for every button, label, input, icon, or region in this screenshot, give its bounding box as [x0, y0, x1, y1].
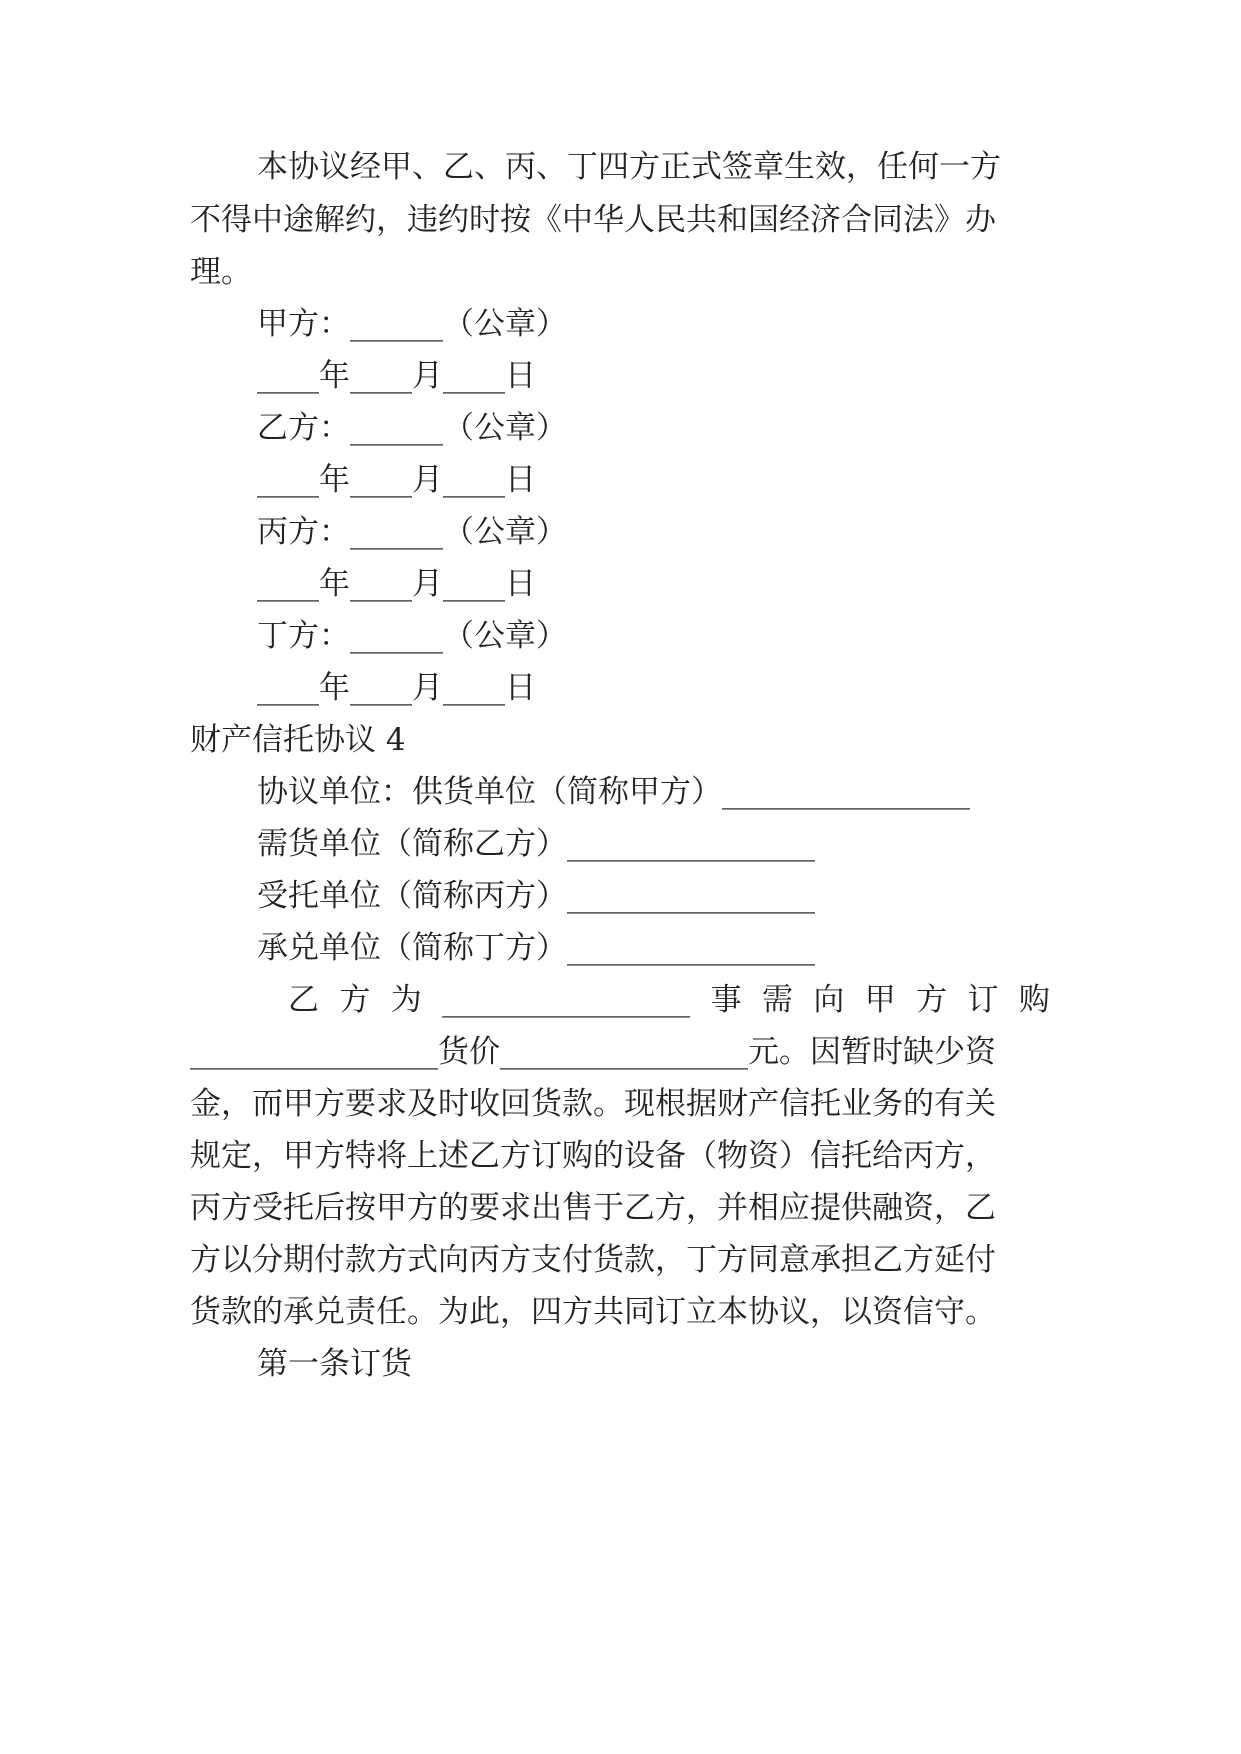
- signature-date-c: ____年____月____日: [257, 566, 536, 602]
- paragraph-2-word: 方: [339, 982, 371, 1018]
- signature-date-d: ____年____月____日: [257, 670, 536, 706]
- article-1-title: 第一条订货: [257, 1346, 412, 1382]
- party-supplier: 协议单位：供货单位（简称甲方）________________: [257, 774, 970, 810]
- party-buyer: 需货单位（简称乙方）________________: [257, 826, 815, 862]
- signature-party-d: 丁方：______（公章）: [257, 618, 567, 654]
- party-trustee: 受托单位（简称丙方）________________: [257, 878, 815, 914]
- paragraph-2-blank: ________________: [442, 982, 691, 1018]
- signature-party-a: 甲方：______（公章）: [257, 306, 567, 342]
- paragraph-2-word: 向: [813, 982, 845, 1018]
- signature-party-b: 乙方：______（公章）: [257, 410, 567, 446]
- section-title: 财产信托协议 4: [190, 722, 406, 758]
- paragraph-2-word: 方: [916, 982, 948, 1018]
- paragraph-2-word: 乙: [288, 982, 319, 1018]
- paragraph-2-word: 为: [390, 982, 422, 1018]
- paragraph-2-word: 订: [967, 982, 999, 1018]
- paragraph-2-line-7: 货款的承兑责任。为此，四方共同订立本协议，以资信守。: [190, 1294, 996, 1330]
- paragraph-1-line-2: 不得中途解约，违约时按《中华人民共和国经济合同法》办: [190, 202, 996, 238]
- paragraph-2-line-3: 金，而甲方要求及时收回货款。现根据财产信托业务的有关: [190, 1086, 996, 1122]
- paragraph-1-line-3: 理。: [190, 254, 252, 290]
- paragraph-2-word: 购: [1018, 982, 1050, 1018]
- paragraph-2-line-2: ________________货价________________元。因暂时缺少资: [190, 1034, 996, 1070]
- paragraph-2-line-4: 规定，甲方特将上述乙方订购的设备（物资）信托给丙方，: [190, 1138, 996, 1174]
- paragraph-2-line-1: [288, 980, 1050, 1020]
- signature-date-a: ____年____月____日: [257, 358, 536, 394]
- signature-party-c: 丙方：______（公章）: [257, 514, 567, 550]
- paragraph-1-line-1: 本协议经甲、乙、丙、丁四方正式签章生效，任何一方: [257, 149, 1001, 185]
- paragraph-2-line-6: 方以分期付款方式向丙方支付货款，丁方同意承担乙方延付: [190, 1242, 996, 1278]
- signature-date-b: ____年____月____日: [257, 462, 536, 498]
- paragraph-2-line-5: 丙方受托后按甲方的要求出售于乙方，并相应提供融资，乙: [190, 1190, 996, 1226]
- paragraph-2-word: 需: [761, 982, 793, 1018]
- paragraph-2-word: 事: [710, 982, 742, 1018]
- paragraph-2-word: 甲: [864, 982, 896, 1018]
- party-acceptor: 承兑单位（简称丁方）________________: [257, 930, 815, 966]
